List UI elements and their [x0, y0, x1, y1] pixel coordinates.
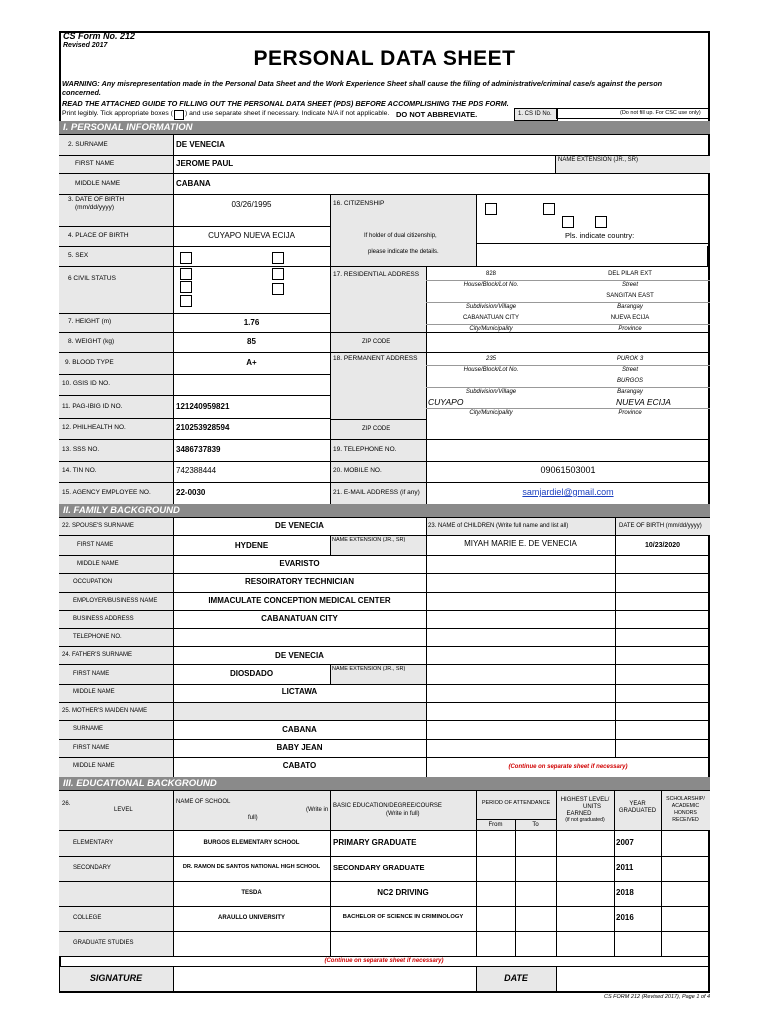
civil-status-label: 6 CIVIL STATUS	[68, 275, 116, 282]
perm-city-value[interactable]: CUYAPO	[428, 397, 464, 407]
agency-employee-value[interactable]: 22-0030	[176, 488, 206, 497]
perm-province-value[interactable]: NUEVA ECIJA	[616, 397, 671, 407]
child-dob-value[interactable]: 10/23/2020	[644, 542, 681, 549]
father-name-ext-label: NAME EXTENSION (JR., SR)	[332, 666, 406, 672]
date-field[interactable]	[557, 967, 709, 991]
tick-example-box	[174, 110, 184, 120]
barangay-caption: Barangay	[617, 304, 643, 310]
form-revised: Revised 2017	[63, 42, 108, 49]
page-title: PERSONAL DATA SHEET	[253, 47, 516, 70]
edu-level-graduate: GRADUATE STUDIES	[73, 940, 134, 946]
child-dob-label: DATE OF BIRTH (mm/dd/yyyy)	[619, 523, 702, 529]
philhealth-label: 12. PHILHEALTH NO.	[62, 424, 126, 431]
occupation-value[interactable]: RESOIRATORY TECHNICIAN	[244, 577, 355, 586]
signature-field[interactable]	[174, 967, 476, 991]
mobile-label: 20. MOBILE NO.	[333, 467, 382, 474]
honors-header-4: RECEIVED	[672, 817, 699, 823]
street-caption: Street	[621, 282, 638, 288]
weight-value[interactable]: 85	[247, 337, 256, 346]
employer-label: EMPLOYER/BUSINESS NAME	[73, 598, 158, 604]
honors-header-3: HONORS	[674, 810, 697, 816]
print-legibly-text: Print legibly. Tick appropriate boxes (	[62, 110, 173, 117]
business-address-value[interactable]: CABANATUAN CITY	[261, 614, 338, 623]
father-middle-name-label: MIDDLE NAME	[73, 689, 115, 695]
middle-name-value[interactable]: CABANA	[176, 179, 211, 188]
dual-citizenship-note-2: please indicate the details.	[368, 249, 439, 255]
spouse-surname-label: 22. SPOUSE'S SURNAME	[62, 523, 134, 529]
edu-year-vocational[interactable]: 2018	[616, 888, 634, 897]
edu-school-college[interactable]: ARAULLO UNIVERSITY	[217, 915, 285, 921]
place-of-birth-value[interactable]: CUYAPO NUEVA ECIJA	[208, 231, 295, 240]
mother-surname-value[interactable]: CABANA	[282, 725, 317, 734]
course-header-2: (Write in full)	[386, 811, 420, 817]
civil-single-checkbox[interactable]	[180, 268, 192, 280]
edu-year-college[interactable]: 2016	[616, 913, 634, 922]
dual-naturalization-checkbox[interactable]	[595, 216, 607, 228]
perm-street-value[interactable]: PUROK 3	[616, 356, 644, 362]
warning-text-2: concerned.	[62, 88, 101, 97]
mother-first-name-value[interactable]: BABY JEAN	[276, 743, 323, 752]
edu-level-secondary: SECONDARY	[73, 865, 111, 871]
year-graduated-header-2: GRADUATED	[618, 808, 657, 814]
edu-year-secondary[interactable]: 2011	[616, 863, 634, 872]
mother-maiden-label: 25. MOTHER'S MAIDEN NAME	[62, 708, 148, 714]
edu-level-elementary: ELEMENTARY	[73, 840, 114, 846]
honors-header-2: ACADEMIC	[671, 803, 700, 809]
agency-employee-label: 15. AGENCY EMPLOYEE NO.	[62, 489, 151, 496]
blood-type-label: 9. BLOOD TYPE	[65, 359, 114, 366]
edu-level-college: COLLEGE	[73, 915, 102, 921]
school-header-2: (Write in	[306, 807, 329, 813]
city-caption: City/Municipality	[469, 326, 513, 332]
civil-widowed-checkbox[interactable]	[180, 281, 192, 293]
spouse-surname-value[interactable]: DE VENECIA	[275, 521, 324, 530]
citizenship-filipino-checkbox[interactable]	[485, 203, 497, 215]
surname-label: 2. SURNAME	[68, 141, 108, 148]
do-not-abbreviate: DO NOT ABBREVIATE.	[396, 110, 478, 119]
permanent-address-label: 18. PERMANENT ADDRESS	[333, 355, 418, 362]
occupation-label: OCCUPATION	[73, 579, 113, 585]
perm-province-caption: Province	[618, 410, 642, 416]
highest-level-header: HIGHEST LEVEL/	[560, 797, 610, 803]
highest-level-header-3: EARNED	[566, 811, 592, 817]
perm-subdivision-caption: Subdivision/Village	[465, 389, 517, 395]
sss-value[interactable]: 3486737839	[176, 445, 221, 454]
course-header: BASIC EDUCATION/DEGREE/COURSE	[333, 803, 442, 809]
children-label: 23. NAME of CHILDREN (Write full name and list all)	[428, 523, 569, 529]
edu-course-elementary[interactable]: PRIMARY GRADUATE	[333, 838, 417, 847]
height-label: 7. HEIGHT (m)	[68, 318, 112, 325]
father-first-name-value[interactable]: DIOSDADO	[229, 669, 274, 678]
dob-value[interactable]: 03/26/1995	[231, 200, 272, 209]
tin-label: 14. TIN NO.	[62, 467, 97, 474]
res-province-value[interactable]: NUEVA ECIJA	[610, 315, 650, 321]
cs-id-label: 1. CS ID No.	[518, 111, 552, 117]
signature-label: SIGNATURE	[89, 973, 143, 983]
civil-other-checkbox[interactable]	[180, 295, 192, 307]
pagibig-value[interactable]: 121240959821	[176, 402, 230, 411]
family-continue-note: (Continue on separate sheet if necessary)	[508, 764, 628, 770]
weight-label: 8. WEIGHT (kg)	[68, 338, 115, 345]
education-level-column	[59, 830, 173, 956]
res-barangay-value[interactable]: SANGITAN EAST	[606, 293, 654, 299]
tin-value[interactable]: 742388444	[176, 466, 217, 475]
res-house-value[interactable]: 828	[485, 271, 496, 277]
spouse-first-name-label: FIRST NAME	[77, 542, 114, 548]
citizenship-dual-checkbox[interactable]	[543, 203, 555, 215]
year-graduated-header: YEAR	[629, 801, 646, 807]
civil-separated-checkbox[interactable]	[272, 283, 284, 295]
spouse-middle-name-value[interactable]: EVARISTO	[279, 559, 320, 568]
country-label: Pls. indicate country:	[565, 231, 635, 240]
perm-house-caption: House/Block/Lot No.	[463, 367, 519, 373]
print-legibly-text-2: ) and use separate sheet if necessary. Indicate N/A if not applicable.	[185, 110, 390, 117]
father-first-name-label: FIRST NAME	[73, 671, 110, 677]
first-name-label: FIRST NAME	[75, 160, 115, 167]
residential-address-label: 17. RESIDENTIAL ADDRESS	[333, 271, 420, 278]
civil-married-checkbox[interactable]	[272, 268, 284, 280]
subdivision-caption: Subdivision/Village	[465, 304, 517, 310]
period-header: PERIOD OF ATTENDANCE	[481, 800, 551, 806]
father-surname-label: 24. FATHER'S SURNAME	[62, 652, 133, 658]
child-name-value[interactable]: MIYAH MARIE E. DE VENECIA	[464, 539, 577, 548]
level-header: LEVEL	[114, 807, 133, 813]
house-caption: House/Block/Lot No.	[463, 282, 519, 288]
education-header	[59, 790, 710, 830]
first-name-value[interactable]: JEROME PAUL	[176, 159, 234, 168]
education-number-label: 26.	[62, 801, 71, 807]
edu-school-vocational[interactable]: TESDA	[241, 890, 262, 896]
sex-male-checkbox[interactable]	[180, 252, 192, 264]
perm-barangay-value[interactable]: BURGOS	[616, 378, 643, 384]
period-from-header: From	[488, 822, 503, 828]
email-label: 21. E-MAIL ADDRESS (if any)	[333, 489, 420, 496]
sex-label: 5. SEX	[68, 252, 89, 259]
mother-middle-name-value[interactable]: CABATO	[282, 761, 317, 770]
father-surname-value[interactable]: DE VENECIA	[275, 651, 324, 660]
res-city-value[interactable]: CABANATUAN CITY	[463, 315, 519, 321]
edu-course-secondary[interactable]: SECONDARY GRADUATE	[333, 863, 425, 872]
honors-header: SCHOLARSHIP/	[666, 796, 705, 802]
place-of-birth-label: 4. PLACE OF BIRTH	[68, 232, 129, 239]
father-middle-name-value[interactable]: LICTAWA	[281, 687, 318, 696]
read-guide-text: READ THE ATTACHED GUIDE TO FILLING OUT THE PERSONAL DATA SHEET (PDS) BEFORE ACCOMPLISHING THE PDS FORM.	[62, 99, 509, 108]
citizenship-label: 16. CITIZENSHIP	[333, 200, 385, 207]
edu-course-college[interactable]: BACHELOR OF SCIENCE IN CRIMINOLOGY	[342, 914, 464, 920]
height-value[interactable]: 1.76	[243, 318, 260, 327]
family-label-column	[59, 517, 173, 777]
dual-citizenship-note: If holder of dual citizenship,	[364, 233, 437, 239]
cs-id-note: (Do not fill up. For CSC use only)	[620, 110, 701, 116]
dob-label: 3. DATE OF BIRTH	[68, 196, 125, 203]
philhealth-value[interactable]: 210253928594	[176, 423, 230, 432]
res-street-value[interactable]: DEL PILAR EXT	[608, 271, 652, 277]
employer-value[interactable]: IMMACULATE CONCEPTION MEDICAL CENTER	[208, 596, 391, 605]
highest-level-header-2: UNITS	[583, 804, 601, 810]
surname-value[interactable]: DE VENECIA	[176, 140, 225, 149]
warning-text: WARNING: Any misrepresentation made in the Personal Data Sheet and the Work Experience Sheet shall cause the filing of administrative/criminal case/s against the person	[62, 79, 663, 88]
highest-level-header-4: (if not graduated)	[565, 817, 605, 823]
sex-female-checkbox[interactable]	[272, 252, 284, 264]
pagibig-label: 11. PAG-IBIG ID NO.	[62, 403, 123, 410]
perm-city-caption: City/Municipality	[469, 410, 513, 416]
school-header-3: full)	[248, 815, 258, 821]
edu-school-secondary[interactable]: DR. RAMON DE SANTOS NATIONAL HIGH SCHOOL	[182, 864, 321, 870]
mother-surname-label: SURNAME	[73, 726, 104, 732]
education-continue-note: (Continue on separate sheet if necessary)	[324, 958, 444, 964]
section-personal-information: I. PERSONAL INFORMATION	[59, 121, 710, 134]
period-to-header: To	[532, 822, 539, 828]
dob-format-label: (mm/dd/yyyy)	[75, 204, 114, 211]
business-address-label: BUSINESS ADDRESS	[73, 616, 134, 622]
mobile-value[interactable]: 09061503001	[540, 465, 596, 475]
spouse-telephone-label: TELEPHONE NO.	[73, 634, 122, 640]
mother-middle-name-label: MIDDLE NAME	[73, 763, 115, 769]
blood-type-value[interactable]: A+	[246, 358, 257, 367]
form-number: CS Form No. 212	[63, 31, 136, 41]
name-extension-label: NAME EXTENSION (JR., SR)	[558, 157, 639, 163]
spouse-middle-name-label: MIDDLE NAME	[77, 561, 119, 567]
mother-first-name-label: FIRST NAME	[73, 745, 110, 751]
province-caption: Province	[618, 326, 642, 332]
date-label: DATE	[504, 973, 528, 983]
spouse-name-ext-label: NAME EXTENSION (JR., SR)	[332, 537, 406, 543]
perm-street-caption: Street	[621, 367, 638, 373]
spouse-first-name-value[interactable]: HYDENE	[234, 541, 269, 550]
zip-code-label: ZIP CODE	[362, 339, 391, 345]
form-footer: CS FORM 212 (Revised 2017), Page 1 of 4	[604, 994, 711, 1000]
edu-year-elementary[interactable]: 2007	[616, 838, 634, 847]
perm-zip-code-label: ZIP CODE	[362, 426, 391, 432]
section-family-background: II. FAMILY BACKGROUND	[59, 504, 710, 517]
middle-name-label: MIDDLE NAME	[75, 180, 121, 187]
dual-birth-checkbox[interactable]	[562, 216, 574, 228]
perm-house-value[interactable]: 235	[485, 356, 496, 362]
telephone-label: 19. TELEPHONE NO.	[333, 446, 397, 453]
edu-course-vocational[interactable]: NC2 DRIVING	[377, 888, 429, 897]
edu-school-elementary[interactable]: BURGOS ELEMENTARY SCHOOL	[203, 840, 300, 846]
section-educational-background: III. EDUCATIONAL BACKGROUND	[59, 777, 710, 790]
gsis-label: 10. GSIS ID NO.	[62, 380, 111, 387]
perm-barangay-caption: Barangay	[617, 389, 643, 395]
sss-label: 13. SSS NO.	[62, 446, 100, 453]
school-header: NAME OF SCHOOL	[176, 799, 231, 805]
email-value[interactable]: samjardiel@gmail.com	[522, 487, 614, 497]
